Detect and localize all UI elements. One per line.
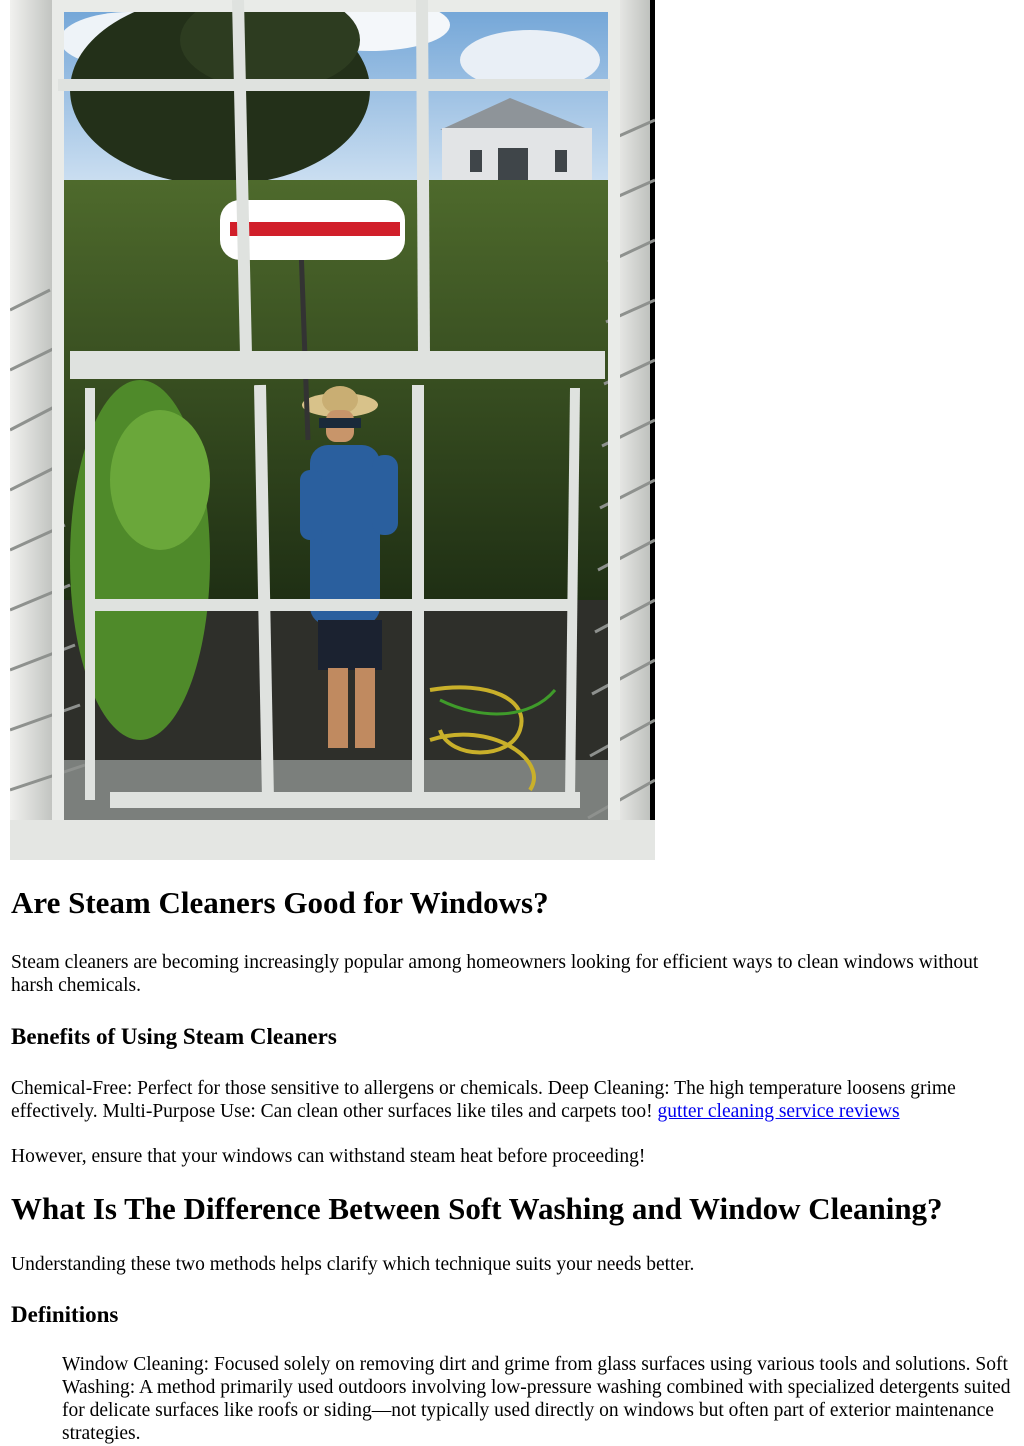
benefits-paragraph: [11, 1077, 1016, 1123]
heading-benefits: Benefits of Using Steam Cleaners: [11, 1024, 337, 1050]
intro-paragraph: Steam cleaners are becoming increasingly popular among homeowners looking for efficient ways to clean windows without harsh chemicals.: [11, 952, 979, 997]
definitions-blockquote: Window Cleaning: Focused solely on removing dirt and grime from glass surfaces using various tools and solutions. Soft Washing: A method primarily used outdoors involving low-pressure washing combined with specialized detergents suited for delicate surfaces like roofs or siding—not typically used directly on windows but often part of exterior maintenance strategies.: [62, 1353, 1011, 1444]
caution-paragraph: However, ensure that your windows can withstand steam heat before proceeding!: [11, 1145, 646, 1167]
window-cleaning-photo: [10, 0, 655, 860]
gutter-cleaning-reviews-link[interactable]: gutter cleaning service reviews: [657, 1100, 900, 1122]
heading-soft-washing-difference: What Is The Difference Between Soft Washing and Window Cleaning?: [11, 1190, 943, 1226]
understanding-paragraph: Understanding these two methods helps clarify which technique suits your needs better.: [11, 1253, 695, 1275]
heading-steam-cleaners: Are Steam Cleaners Good for Windows?: [11, 885, 549, 920]
benefits-text: Chemical-Free: Perfect for those sensitive to allergens or chemicals. Deep Cleaning: The high temperature loosens grime effectively. Multi-Purpose Use: Can clean other surfaces like tiles and carpets too!: [11, 1077, 956, 1122]
article: [11, 880, 1016, 1445]
heading-definitions: Definitions: [11, 1301, 119, 1327]
